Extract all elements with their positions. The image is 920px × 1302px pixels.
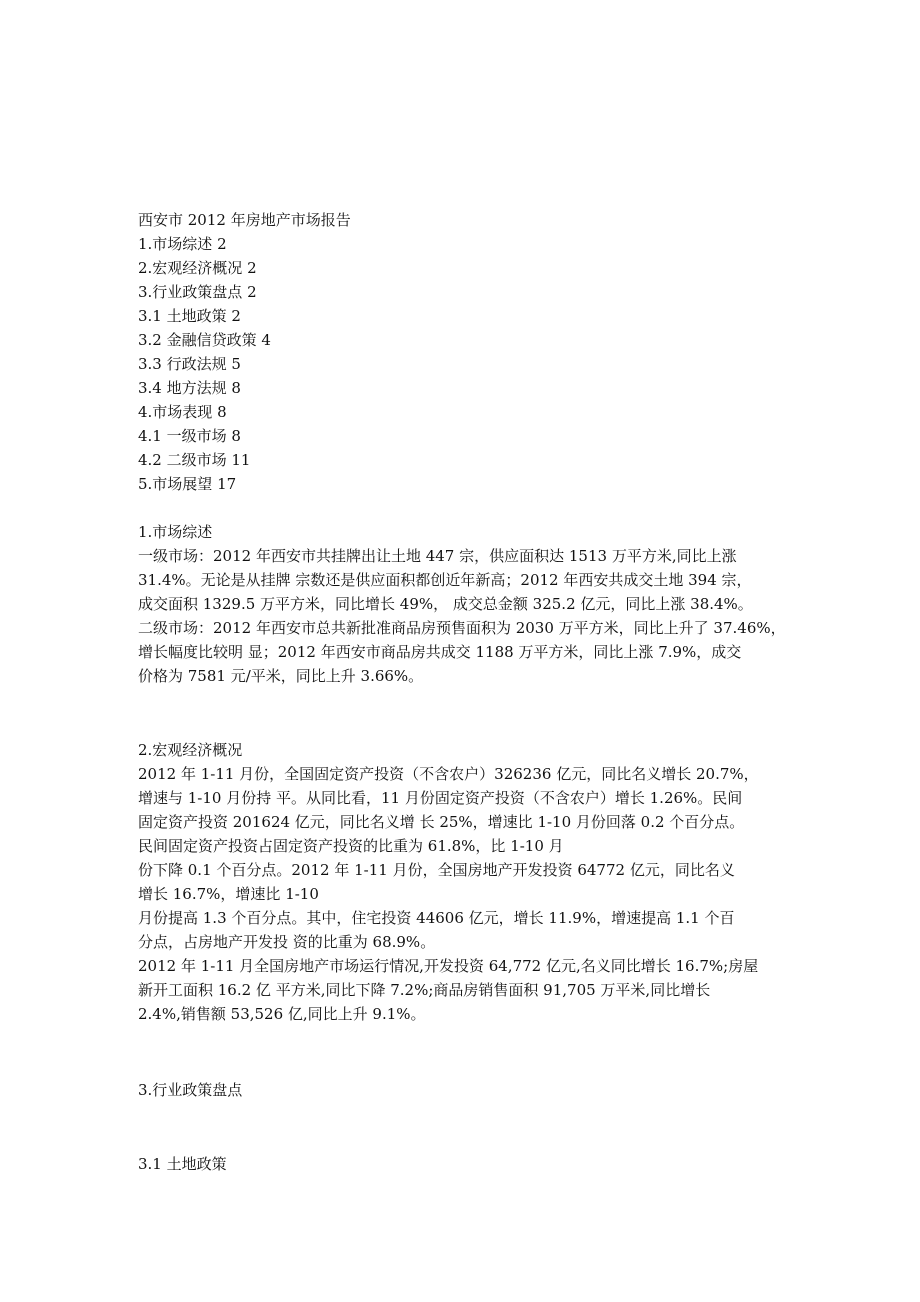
paragraph-line: 一级市场：2012 年西安市共挂牌出让土地 447 宗，供应面积达 1513 万平方米,同比上涨 <box>138 547 737 565</box>
paragraph-line: 增速与 1-10 月份持 平。从同比看，11 月份固定资产投资（不含农户）增长 1.26%。民间 <box>138 789 743 807</box>
paragraph-line: 2012 年 1-11 月全国房地产市场运行情况,开发投资 64,772 亿元,名义同比增长 16.7%;房屋 <box>138 957 759 975</box>
paragraph-line: 月份提高 1.3 个百分点。其中，住宅投资 44606 亿元，增长 11.9%，增速提高 1.1 个百 <box>138 909 735 927</box>
toc-item[interactable]: 4.2 二级市场 11 <box>138 451 251 469</box>
section-heading: 1.市场综述 <box>138 523 213 541</box>
paragraph-line: 民间固定资产投资占固定资产投资的比重为 61.8%，比 1-10 月 <box>138 837 564 855</box>
toc-item[interactable]: 5.市场展望 17 <box>138 475 237 493</box>
toc-item[interactable]: 3.3 行政法规 5 <box>138 355 241 373</box>
toc-item[interactable]: 3.1 土地政策 2 <box>138 307 241 325</box>
paragraph-line: 31.4%。无论是从挂牌 宗数还是供应面积都创近年新高；2012 年西安共成交土地 394 宗， <box>138 571 752 589</box>
document-title: 西安市 2012 年房地产市场报告 <box>138 211 351 229</box>
paragraph-line: 增长幅度比较明 显；2012 年西安市商品房共成交 1188 万平方米，同比上涨 7.9%，成交 <box>138 643 742 661</box>
section-heading: 3.行业政策盘点 <box>138 1081 243 1099</box>
paragraph-line: 增长 16.7%，增速比 1-10 <box>138 885 319 903</box>
paragraph-line: 分点，占房地产开发投 资的比重为 68.9%。 <box>138 933 436 951</box>
paragraph-line: 固定资产投资 201624 亿元，同比名义增 长 25%，增速比 1-10 月份回落 0.2 个百分点。 <box>138 813 745 831</box>
toc-item[interactable]: 2.宏观经济概况 2 <box>138 259 257 277</box>
toc-item[interactable]: 4.1 一级市场 8 <box>138 427 241 445</box>
toc-item[interactable]: 3.2 金融信贷政策 4 <box>138 331 271 349</box>
paragraph-line: 2.4%,销售额 53,526 亿,同比上升 9.1%。 <box>138 1005 426 1023</box>
paragraph-line: 2012 年 1-11 月份，全国固定资产投资（不含农户）326236 亿元，同比名义增长 20.7%， <box>138 765 759 783</box>
toc-item[interactable]: 4.市场表现 8 <box>138 403 227 421</box>
paragraph-line: 新开工面积 16.2 亿 平方米,同比下降 7.2%;商品房销售面积 91,705 万平米,同比增长 <box>138 981 711 999</box>
toc-item[interactable]: 1.市场综述 2 <box>138 235 227 253</box>
toc-item[interactable]: 3.4 地方法规 8 <box>138 379 241 397</box>
paragraph-line: 份下降 0.1 个百分点。2012 年 1-11 月份，全国房地产开发投资 64772 亿元，同比名义 <box>138 861 735 879</box>
paragraph-line: 价格为 7581 元/平米，同比上升 3.66%。 <box>138 667 424 685</box>
section-heading: 2.宏观经济概况 <box>138 741 243 759</box>
paragraph-line: 成交面积 1329.5 万平方米，同比增长 49%， 成交总金额 325.2 亿元，同比上涨 38.4%。 <box>138 595 753 613</box>
subsection-heading: 3.1 土地政策 <box>138 1155 227 1173</box>
paragraph-line: 二级市场：2012 年西安市总共新批准商品房预售面积为 2030 万平方米，同比上升了 37.46%， <box>138 619 786 637</box>
toc-item[interactable]: 3.行业政策盘点 2 <box>138 283 257 301</box>
